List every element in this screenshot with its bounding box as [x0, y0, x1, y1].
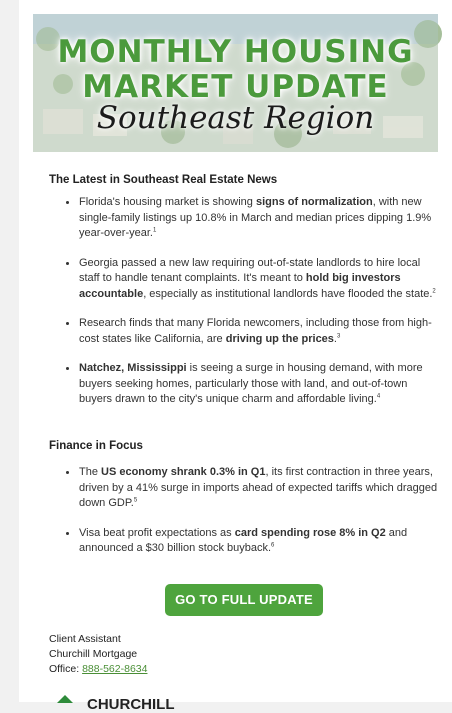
section-heading-news: The Latest in Southeast Real Estate News [49, 174, 278, 186]
finance-item: Visa beat profit expectations as card spending rose 8% in Q2 and announced a $30 billion stock buyback.$^6$ [63, 526, 438, 557]
hero-title-line2: MARKET UPDATE [82, 69, 389, 105]
finance-list [63, 465, 438, 571]
signature-office: Office: 888-562-8634 [49, 663, 148, 675]
go-to-full-update-button[interactable]: GO TO FULL UPDATE [165, 584, 323, 616]
churchill-logo [57, 693, 257, 713]
phone-link[interactable]: 888-562-8634 [82, 663, 148, 675]
section-heading-finance: Finance in Focus [49, 440, 143, 452]
news-list [63, 195, 438, 422]
news-item: Georgia passed a new law requiring out-of-state landlords to hire local staff to handle tenant complaints. It's meant to hold big investors accountable, especially as institutional landlords have flooded the state.$^2$ [63, 256, 438, 303]
signature [49, 632, 147, 677]
hero-subtitle: Southeast Region [96, 100, 375, 136]
news-item: Research finds that many Florida newcomers, including those from high-cost states like California, are driving up the prices.$^3$ [63, 316, 438, 347]
news-item: Florida's housing market is showing signs of normalization, with new single-family listings up 10.8% in March and median prices dipping 1.9% year-over-year.$^1$ [63, 195, 438, 242]
email-body [19, 0, 452, 713]
finance-item: The US economy shrank 0.3% in Q1, its first contraction in three years, driven by a 41% surge in imports ahead of expected tariffs which dragged down GDP.$^5$ [63, 465, 438, 512]
logo-mark-icon [57, 695, 73, 703]
svg-text:CHURCHILL: CHURCHILL [87, 696, 175, 713]
news-item: Natchez, Mississippi is seeing a surge in housing demand, with more buyers seeking homes, particularly those with land, and out-of-town buyers drawn to the city's unique charm and affordable living.$^4$ [63, 361, 438, 408]
signature-role: Client Assistant [49, 633, 121, 645]
hero-title-line1: MONTHLY HOUSING [57, 34, 414, 70]
signature-company: Churchill Mortgage [49, 648, 138, 660]
hero-banner [33, 14, 438, 152]
